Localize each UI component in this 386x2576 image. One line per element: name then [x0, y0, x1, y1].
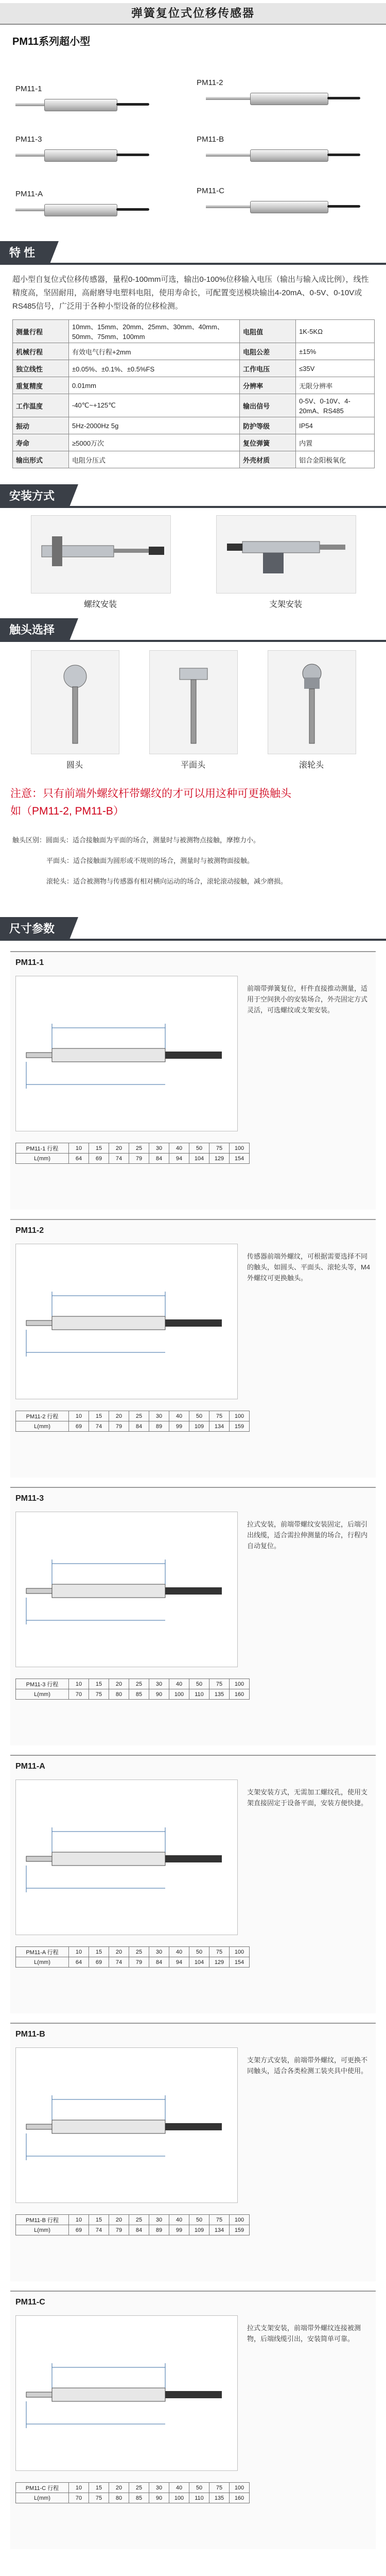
series-title: PM11系列超小型 — [12, 36, 91, 47]
spec-row — [13, 417, 375, 434]
dimension-value-cell: 134 — [209, 2225, 230, 2235]
dimension-header-cell: 20 — [109, 1947, 129, 1957]
spec-value: 5Hz-2000Hz 5g — [69, 417, 240, 434]
dimension-header-cell: 40 — [169, 1947, 189, 1957]
dimension-value-cell: 79 — [129, 1154, 149, 1164]
dimension-header-cell: 75 — [209, 1411, 230, 1421]
bracket-install-image — [216, 515, 356, 594]
dimension-header-cell: 30 — [149, 2483, 169, 2493]
spec-key: 输出信号 — [240, 394, 296, 417]
spec-value: ≤35V — [296, 360, 375, 377]
dimension-value-cell: 69 — [69, 2225, 89, 2235]
model-label: PM11-3 — [15, 135, 42, 144]
spec-key: 分辨率 — [240, 377, 296, 394]
dimension-value-cell: 89 — [149, 2225, 169, 2235]
dimensions-banner — [0, 917, 386, 941]
dimension-value-cell: 74 — [89, 1421, 109, 1432]
dimension-value-cell: 100 — [169, 1689, 189, 1700]
spec-row — [13, 343, 375, 360]
dimension-header-cell: 100 — [230, 1411, 250, 1421]
dimension-header-cell: 50 — [189, 1143, 209, 1154]
dimension-header-cell: 75 — [209, 1679, 230, 1689]
dimension-value-cell: 100 — [169, 2493, 189, 2503]
dimension-description: 前端带弹簧复位，杆件直接推动测量，适用于空间狭小的安装场合，外壳固定方式灵活，可选螺纹或支架安装。 — [247, 985, 368, 1014]
dimension-value-cell: 69 — [89, 1154, 109, 1164]
dimension-header-cell: 30 — [149, 2215, 169, 2225]
dimension-header-cell: 75 — [209, 2483, 230, 2493]
dimension-value-cell: 94 — [169, 1957, 189, 1968]
dimension-header-cell: 50 — [189, 1411, 209, 1421]
spec-value: 有效电气行程+2mm — [69, 343, 240, 360]
dimension-value-cell: 160 — [230, 1689, 250, 1700]
spec-key: 工作温度 — [13, 394, 69, 417]
dimension-value-cell: 94 — [169, 1154, 189, 1164]
thread-install-image — [31, 515, 171, 594]
install-banner — [0, 484, 386, 508]
features-text: 超小型自复位式位移传感器，量程0-100mm可选，输出0-100%位移输入电压（输出与输入成比例），线性精度高，坚固耐用，高耐磨导电塑料电阻，使用寿命长，可配置变送模块输出4-20mA、0-5V、0-10V或RS485信号，广泛用于各种小型设备的位移检测。 — [12, 275, 369, 311]
dimension-value-cell: 80 — [109, 2493, 129, 2503]
dimension-value-cell: 110 — [189, 1689, 209, 1700]
dimension-value-cell: 129 — [209, 1957, 230, 1968]
model-label: PM11-C — [197, 187, 224, 195]
page-header — [0, 3, 386, 25]
dimension-header-cell: 10 — [69, 2215, 89, 2225]
drawing-svg — [16, 1512, 237, 1667]
dimension-header-cell: PM11-C 行程 — [16, 2483, 69, 2493]
dimension-drawing — [15, 976, 238, 1131]
dimension-header-cell: PM11-1 行程 — [16, 1143, 69, 1154]
dimension-header-cell: 15 — [89, 1143, 109, 1154]
spec-key: 工作电压 — [240, 360, 296, 377]
spec-key: 电阻公差 — [240, 343, 296, 360]
dimension-header-cell: 10 — [69, 1947, 89, 1957]
spec-value: ≥5000万次 — [69, 434, 240, 451]
dimension-header-cell: 25 — [129, 2483, 149, 2493]
dimension-header-cell: 100 — [230, 2483, 250, 2493]
spec-value: 1K-5KΩ — [296, 320, 375, 343]
dimension-header-cell: PM11-3 行程 — [16, 1679, 69, 1689]
spec-key: 外壳材质 — [240, 451, 296, 468]
dimension-value-cell: 99 — [169, 1421, 189, 1432]
dimension-value-cell: L(mm) — [16, 1689, 69, 1700]
dimension-drawing — [15, 1780, 238, 1935]
dimension-table — [15, 1143, 250, 1164]
model-label: PM11-B — [197, 135, 224, 144]
dimension-description: 拉式安装，前端带螺纹安装固定，后端引出线缆，适合需拉伸测量的场合，行程内自动复位。 — [247, 1520, 368, 1550]
spec-value: 电阻分压式 — [69, 451, 240, 468]
dimension-header-cell: PM11-2 行程 — [16, 1411, 69, 1421]
dimension-header-cell: 10 — [69, 2483, 89, 2493]
dimension-value-cell: 69 — [89, 1957, 109, 1968]
dimension-header-cell: 50 — [189, 2483, 209, 2493]
spec-key: 复位弹簧 — [240, 434, 296, 451]
spec-row — [13, 434, 375, 451]
dimension-value-cell: L(mm) — [16, 1154, 69, 1164]
dimension-value-cell: 84 — [129, 2225, 149, 2235]
dimension-header-cell: 75 — [209, 1143, 230, 1154]
spec-key: 独立线性 — [13, 360, 69, 377]
sensor-image — [15, 96, 149, 113]
dimension-value-cell: 85 — [129, 2493, 149, 2503]
dimension-description: 支架安装方式，无需加工螺纹孔，使用支架直接固定于设备平面，安装方便快捷。 — [247, 1788, 368, 1807]
sensor-image — [206, 90, 360, 107]
dimension-header-cell: 100 — [230, 2215, 250, 2225]
dimension-value-cell: 159 — [230, 2225, 250, 2235]
dimension-group — [10, 951, 376, 1210]
tips-title: 触头选择 — [0, 618, 69, 642]
dimension-value-cell: 104 — [189, 1957, 209, 1968]
dimension-table — [15, 1411, 250, 1432]
dimension-value-cell: 129 — [209, 1154, 230, 1164]
contact-note-line: 触头区别：圆面头：适合接触面为平面的场合，测量时与被测物点接触，摩擦力小。 — [12, 836, 260, 844]
dimension-value-cell: 79 — [109, 2225, 129, 2235]
dimension-description: 传感器前端外螺纹，可根据需要选择不同的触头，如圆头、平面头、滚轮头等，M4外螺纹可更换触头。 — [247, 1252, 371, 1282]
dimension-value-cell: 64 — [69, 1957, 89, 1968]
dimension-table — [15, 2482, 250, 2503]
spec-value: 0-5V、0-10V、4-20mA、RS485 — [296, 394, 375, 417]
dimension-header-cell: 15 — [89, 2483, 109, 2493]
drawing-svg — [16, 976, 237, 1131]
features-title: 特 性 — [0, 241, 49, 265]
dimension-header-cell: 30 — [149, 1411, 169, 1421]
dimension-header-cell: 40 — [169, 2483, 189, 2493]
dimension-value-cell: 84 — [129, 1421, 149, 1432]
dimension-value-cell: 74 — [109, 1154, 129, 1164]
sensor-image — [206, 146, 360, 164]
sensor-image — [206, 198, 360, 215]
spec-value: 10mm、15mm、20mm、25mm、30mm、40mm、50mm、75mm、100mm — [69, 320, 240, 343]
dimension-header-cell: 75 — [209, 2215, 230, 2225]
dimension-header-cell: 15 — [89, 1679, 109, 1689]
spec-value: IP54 — [296, 417, 375, 434]
spec-key: 寿命 — [13, 434, 69, 451]
dimension-value-cell: 154 — [230, 1957, 250, 1968]
dimension-header-cell: 15 — [89, 1411, 109, 1421]
dimensions-title: 尺寸参数 — [0, 917, 69, 941]
dimension-model: PM11-B — [15, 2030, 45, 2039]
contact-note-line: 平面头：适合接触面为圆形或不规则的场合，测量时与被测物面接触。 — [46, 857, 254, 865]
dimension-table — [15, 1679, 250, 1700]
dimension-header-cell: 40 — [169, 1679, 189, 1689]
dimension-header-cell: 25 — [129, 1679, 149, 1689]
dimension-header-cell: 20 — [109, 1143, 129, 1154]
dimension-value-cell: 74 — [89, 2225, 109, 2235]
spec-value: ±15% — [296, 343, 375, 360]
drawing-svg — [16, 1780, 237, 1935]
dimension-header-cell: 100 — [230, 1679, 250, 1689]
spec-value: 0.01mm — [69, 377, 240, 394]
tip-warning: 注意：只有前端外螺纹杆带螺纹的才可以用这种可更换触头 如（PM11-2, PM11-B） — [10, 788, 291, 817]
dimension-value-cell: 134 — [209, 1421, 230, 1432]
dimension-header-cell: 20 — [109, 2483, 129, 2493]
dimension-drawing — [15, 2047, 238, 2203]
dimension-value-cell: 154 — [230, 1154, 250, 1164]
dimension-model: PM11-C — [15, 2298, 45, 2307]
spec-value: ±0.05%、±0.1%、±0.5%FS — [69, 360, 240, 377]
dimension-header-cell: 25 — [129, 2215, 149, 2225]
dimension-header-cell: 30 — [149, 1679, 169, 1689]
dimension-value-cell: 90 — [149, 2493, 169, 2503]
dimension-value-cell: L(mm) — [16, 2225, 69, 2235]
round-tip-caption: 圆头 — [66, 761, 83, 770]
dimension-value-cell: 75 — [89, 2493, 109, 2503]
model-label: PM11-A — [15, 190, 43, 198]
dimension-value-cell: 75 — [89, 1689, 109, 1700]
features-banner — [0, 241, 386, 265]
spec-value: 内置 — [296, 434, 375, 451]
sensor-image — [15, 146, 149, 164]
dimension-header-cell: 25 — [129, 1947, 149, 1957]
dimension-header-cell: 10 — [69, 1143, 89, 1154]
dimension-value-cell: 110 — [189, 2493, 209, 2503]
dimension-value-cell: 135 — [209, 1689, 230, 1700]
dimension-header-cell: 20 — [109, 2215, 129, 2225]
dimension-group — [10, 1219, 376, 1478]
tips-banner — [0, 618, 386, 642]
dimension-value-cell: L(mm) — [16, 2493, 69, 2503]
dimension-model: PM11-3 — [15, 1494, 44, 1503]
dimension-value-cell: 70 — [69, 2493, 89, 2503]
dimension-header-cell: 15 — [89, 2215, 109, 2225]
spec-key: 电阻值 — [240, 320, 296, 343]
dimension-value-cell: 80 — [109, 1689, 129, 1700]
dimension-description: 拉式支架安装，前端带外螺纹连接被测物，后端线缆引出，安装简单可靠。 — [247, 2324, 361, 2343]
dimension-model: PM11-1 — [15, 958, 44, 967]
dimension-value-cell: 69 — [69, 1421, 89, 1432]
dimension-header-cell: 75 — [209, 1947, 230, 1957]
spec-key: 输出形式 — [13, 451, 69, 468]
dimension-header-cell: 50 — [189, 2215, 209, 2225]
dimension-header-cell: 40 — [169, 1411, 189, 1421]
install-title: 安装方式 — [0, 484, 69, 508]
dimension-header-cell: 15 — [89, 1947, 109, 1957]
spec-row — [13, 394, 375, 417]
dimension-header-cell: 30 — [149, 1143, 169, 1154]
dimension-header-cell: 100 — [230, 1947, 250, 1957]
dimension-group — [10, 1755, 376, 2013]
bracket-install-caption: 支架安装 — [269, 600, 302, 609]
dimension-group — [10, 2291, 376, 2549]
drawing-svg — [16, 1244, 237, 1399]
roller-tip-caption: 滚轮头 — [299, 761, 324, 770]
dimension-header-cell: 20 — [109, 1679, 129, 1689]
thread-install-caption: 螺纹安装 — [83, 600, 117, 609]
dimension-table — [15, 1946, 250, 1968]
flat-tip-image — [149, 650, 238, 754]
dimension-header-cell: 25 — [129, 1143, 149, 1154]
spec-key: 振动 — [13, 417, 69, 434]
contact-note-line: 滚轮头：适合被测物与传感器有相对横向运动的场合，滚轮滚动接触，减少磨损。 — [46, 877, 288, 885]
dimension-value-cell: 85 — [129, 1689, 149, 1700]
spec-key: 防护等级 — [240, 417, 296, 434]
dimension-value-cell: 160 — [230, 2493, 250, 2503]
dimension-drawing — [15, 1244, 238, 1399]
dimension-header-cell: 50 — [189, 1947, 209, 1957]
flat-tip-caption: 平面头 — [180, 761, 205, 770]
roller-tip-image — [268, 650, 356, 754]
dimension-model: PM11-A — [15, 1762, 45, 1771]
dimension-header-cell: 10 — [69, 1679, 89, 1689]
dimension-value-cell: 109 — [189, 1421, 209, 1432]
dimension-description: 支架方式安装，前端带外螺纹，可更换不同触头，适合各类检测工装夹具中使用。 — [247, 2056, 368, 2075]
dimension-value-cell: 135 — [209, 2493, 230, 2503]
dimension-value-cell: 74 — [109, 1957, 129, 1968]
dimension-value-cell: L(mm) — [16, 1957, 69, 1968]
spec-row — [13, 377, 375, 394]
dimension-header-cell: PM11-A 行程 — [16, 1947, 69, 1957]
dimension-value-cell: 90 — [149, 1689, 169, 1700]
round-tip-image — [31, 650, 119, 754]
spec-key: 测量行程 — [13, 320, 69, 343]
spec-row — [13, 320, 375, 343]
sensor-image — [15, 201, 149, 218]
spec-value: 无限分辨率 — [296, 377, 375, 394]
dimension-value-cell: 89 — [149, 1421, 169, 1432]
dimension-value-cell: 84 — [149, 1154, 169, 1164]
dimension-value-cell: 159 — [230, 1421, 250, 1432]
dimension-value-cell: 109 — [189, 2225, 209, 2235]
dimension-value-cell: L(mm) — [16, 1421, 69, 1432]
dimension-value-cell: 104 — [189, 1154, 209, 1164]
dimension-header-cell: 40 — [169, 2215, 189, 2225]
dimension-drawing — [15, 2315, 238, 2471]
drawing-svg — [16, 2048, 237, 2202]
dimension-header-cell: 20 — [109, 1411, 129, 1421]
model-label: PM11-1 — [15, 84, 42, 93]
dimension-value-cell: 64 — [69, 1154, 89, 1164]
spec-value: -40℃~+125℃ — [69, 394, 240, 417]
spec-key: 机械行程 — [13, 343, 69, 360]
spec-row — [13, 360, 375, 377]
spec-row — [13, 451, 375, 468]
drawing-svg — [16, 2316, 237, 2470]
dimension-group — [10, 2023, 376, 2281]
dimension-header-cell: 30 — [149, 1947, 169, 1957]
dimension-value-cell: 99 — [169, 2225, 189, 2235]
spec-table — [12, 319, 375, 468]
dimension-header-cell: 40 — [169, 1143, 189, 1154]
dimension-value-cell: 79 — [109, 1421, 129, 1432]
dimension-header-cell: 25 — [129, 1411, 149, 1421]
model-label: PM11-2 — [197, 78, 223, 87]
dimension-group — [10, 1487, 376, 1745]
dimension-value-cell: 79 — [129, 1957, 149, 1968]
dimension-model: PM11-2 — [15, 1226, 44, 1235]
dimension-value-cell: 84 — [149, 1957, 169, 1968]
spec-key: 重复精度 — [13, 377, 69, 394]
dimension-value-cell: 70 — [69, 1689, 89, 1700]
page-title: 弹簧复位式位移传感器 — [131, 7, 255, 20]
dimension-header-cell: 50 — [189, 1679, 209, 1689]
dimension-header-cell: 10 — [69, 1411, 89, 1421]
dimension-table — [15, 2214, 250, 2235]
dimension-header-cell: PM11-B 行程 — [16, 2215, 69, 2225]
dimension-drawing — [15, 1512, 238, 1667]
dimension-header-cell: 100 — [230, 1143, 250, 1154]
spec-value: 铝合金阳极氧化 — [296, 451, 375, 468]
